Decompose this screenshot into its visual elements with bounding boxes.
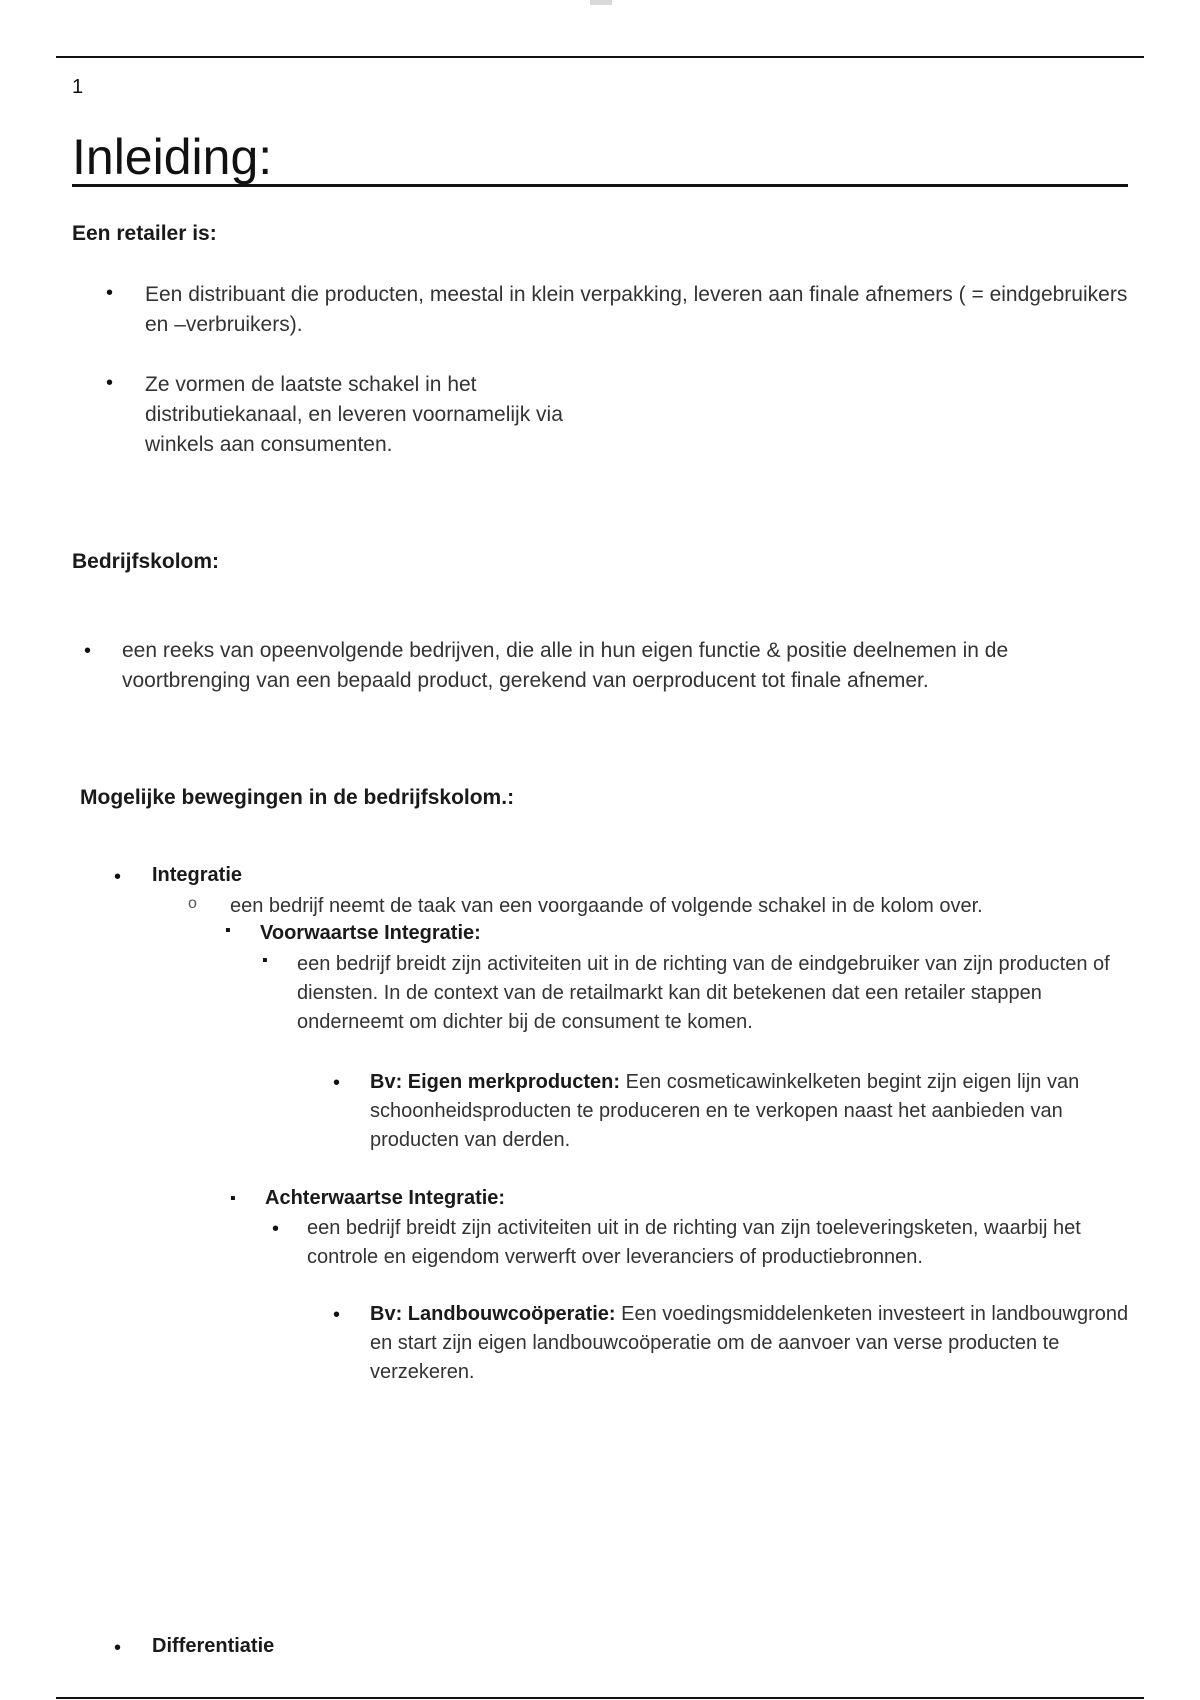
bullet-icon: •	[106, 282, 114, 304]
voorwaartse-example-label: Bv: Eigen merkproducten:	[370, 1071, 621, 1093]
voorwaartse-example-text: Een cosmeticawinkelketen begint zijn eigen lijn van schoonheidsproducten te produceren en te verkopen naast het aanbieden van producten van derden.	[370, 1071, 1080, 1151]
achterwaartse-example-label: Bv: Landbouwcoöperatie:	[370, 1303, 616, 1325]
bewegingen-heading: Mogelijke bewegingen in de bedrijfskolom.:	[80, 786, 515, 809]
retailer-heading: Een retailer is:	[72, 222, 217, 245]
bullet-icon: •	[333, 1304, 341, 1326]
achterwaartse-integratie-text: een bedrijf breidt zijn activiteiten uit in de richting van zijn toeleveringsketen, waarbij het controle en eigendom verwerft over leveranciers of productiebronnen.	[307, 1217, 1081, 1268]
bedrijfskolom-heading: Bedrijfskolom:	[72, 550, 220, 573]
achterwaartse-integratie-label: Achterwaartse Integratie:	[265, 1187, 506, 1209]
page-title-text: Inleiding:	[72, 129, 273, 185]
bullet-icon: •	[84, 640, 92, 662]
bullet-icon: •	[106, 372, 114, 394]
achterwaartse-example	[370, 1300, 1140, 1387]
bullet-icon: •	[333, 1072, 341, 1094]
bullet-icon: •	[114, 1637, 122, 1659]
bullet-icon: •	[114, 866, 122, 888]
retailer-item-2: Ze vormen de laatste schakel in het distributiekanaal, en leveren voornamelijk via winkels aan consumenten.	[145, 373, 563, 456]
voorwaartse-integratie-label: Voorwaartse Integratie:	[260, 922, 481, 944]
header-rule	[56, 56, 1144, 58]
voorwaartse-example	[370, 1068, 1145, 1155]
page-header-mark	[590, 0, 612, 5]
page-number: 1	[72, 76, 84, 98]
integratie-label: Integratie	[152, 864, 243, 886]
integratie-definition: een bedrijf neemt de taak van een voorgaande of volgende schakel in de kolom over.	[230, 895, 983, 917]
retailer-item-1: Een distribuant die producten, meestal in klein verpakking, leveren aan finale afnemers ( = eindgebruikers en –verbruikers).	[145, 283, 1128, 336]
bedrijfskolom-definition: een reeks van opeenvolgende bedrijven, die alle in hun eigen functie & positie deelnemen in de voortbrenging van een bepaald product, gerekend van oerproducent tot finale afnemer.	[122, 639, 1009, 692]
achterwaartse-example-text: Een voedingsmiddelenketen investeert in landbouwgrond en start zijn eigen landbouwcoöperatie om de aanvoer van verse producten te verzekeren.	[370, 1303, 1129, 1383]
differentiatie-label: Differentiatie	[152, 1635, 275, 1657]
page-title	[72, 126, 1128, 187]
square-bullet-icon: ▪	[230, 1190, 236, 1207]
square-bullet-icon: ▪	[225, 922, 231, 939]
voorwaartse-integratie-text: een bedrijf breidt zijn activiteiten uit in de richting van de eindgebruiker van zijn producten of diensten. In de context van de retailmarkt kan dit betekenen dat een retailer stappen onderneemt om dichter bij de consument te komen.	[297, 953, 1110, 1033]
circle-bullet-icon: o	[188, 895, 197, 912]
footer-rule	[56, 1697, 1144, 1699]
bullet-icon: •	[272, 1218, 280, 1240]
square-bullet-icon: ▪	[262, 952, 268, 969]
